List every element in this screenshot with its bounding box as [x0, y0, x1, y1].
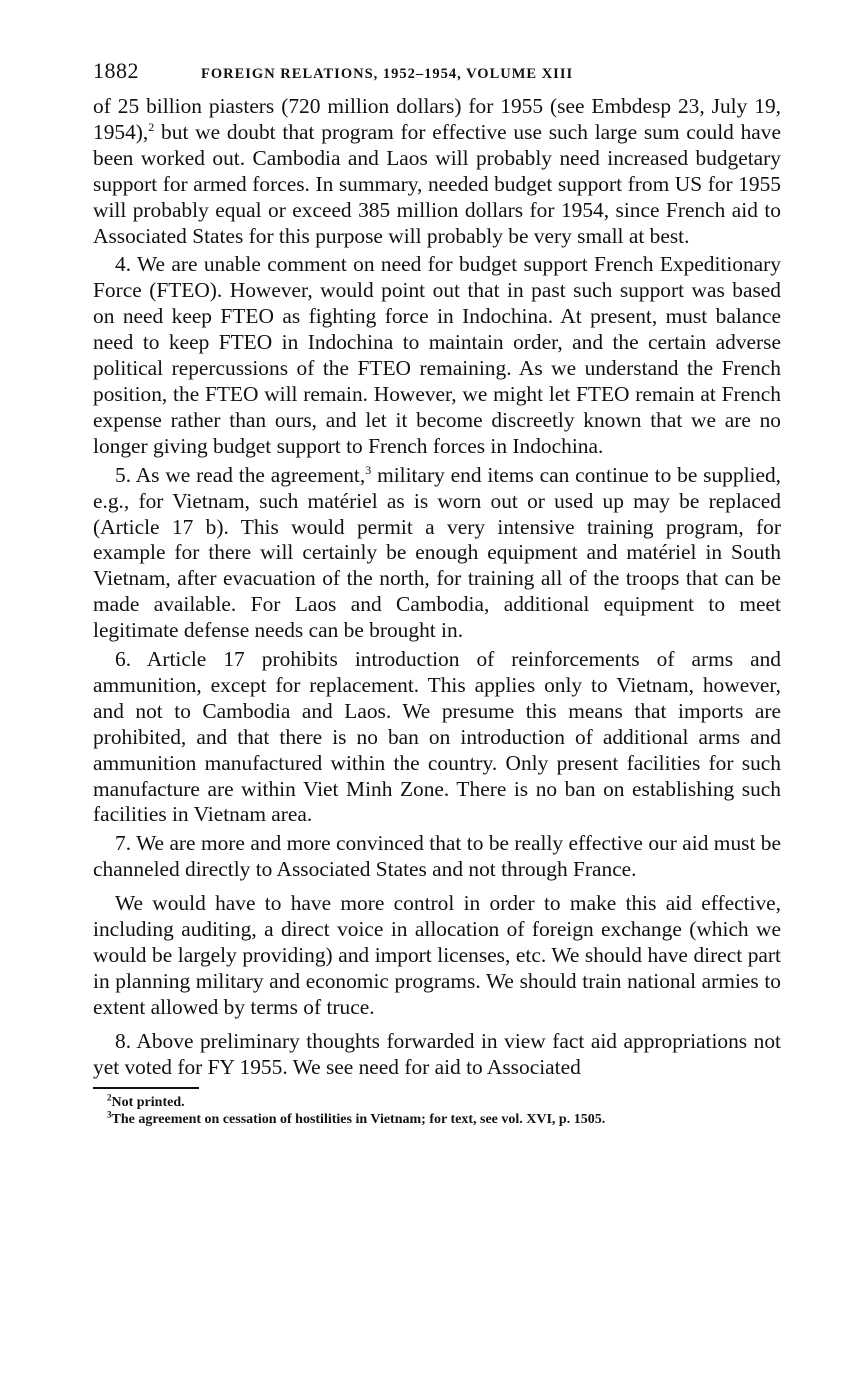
body-text	[93, 94, 781, 1081]
paragraph-5	[93, 463, 781, 644]
footnote-text: Not printed.	[111, 1094, 185, 1110]
paragraph-7: 7. We are more and more convinced that to be really effective our aid must be channeled directly to Associated States and not through France.	[93, 831, 781, 882]
footnote-ref-3: 3	[365, 462, 372, 477]
footnote-marker: 3	[107, 1108, 112, 1119]
footnotes	[93, 1091, 781, 1128]
footnote-divider	[93, 1087, 199, 1089]
paragraph-4: 4. We are unable comment on need for budget support French Expeditionary Force (FTEO). However, would point out that in past such support was based on need keep FTEO as fighting force in Indochina. At present, must balance need to keep FTEO in Indochina to maintain order, and the certain adverse political repercussions of the FTEO remaining. As we understand the French position, the FTEO will remain. However, we might let FTEO remain at French expense rather than ours, and let it become discreetly known that we are no longer giving budget support to French forces in Indochina.	[93, 252, 781, 458]
document-page	[93, 58, 781, 1128]
footnote-marker: 2	[107, 1091, 112, 1102]
running-header	[93, 58, 781, 94]
footnote-3	[93, 1108, 781, 1128]
paragraph-7-continued: We would have to have more control in order to make this aid effective, including auditing, a direct voice in allocation of foreign exchange (which we would be largely providing) and import licenses, etc. We should have direct part in planning military and economic programs. We should train national armies to extent allowed by terms of truce.	[93, 891, 781, 1019]
paragraph-continuation	[93, 94, 781, 249]
paragraph-6: 6. Article 17 prohibits introduction of reinforcements of arms and ammunition, except for replacement. This applies only to Vietnam, however, and not to Cambodia and Laos. We presume this means that imports are prohibited, and that there is no ban on introduction of additional arms and ammunition manufactured within the country. Only present facilities for such manufacture are within Viet Minh Zone. There is no ban on establishing such facilities in Vietnam area.	[93, 647, 781, 827]
running-title: FOREIGN RELATIONS, 1952–1954, VOLUME XIII	[201, 66, 574, 82]
footnote-ref-2: 2	[148, 119, 155, 134]
footnote-text: The agreement on cessation of hostilities in Vietnam; for text, see vol. XVI, p. 1505.	[111, 1111, 606, 1127]
paragraph-text: military end items can continue to be supplied, e.g., for Vietnam, such matériel as is worn out or used up may be replaced (Article 17 b). This would permit a very intensive training program, for example for there will certainly be enough equipment and matériel in South Vietnam, after evacuation of the north, for training all of the troops that can be made available. For Laos and Cambodia, additional equipment to meet legitimate defense needs can be brought in.	[93, 462, 781, 643]
footnote-2	[93, 1091, 781, 1111]
page-number: 1882	[93, 58, 139, 83]
paragraph-text: of 25 billion piasters (720 million dollars) for 1955 (see Embdesp 23, July 19, 1954),	[93, 94, 781, 144]
paragraph-text: but we doubt that program for effective use such large sum could have been worked out. Cambodia and Laos will probably need increased budgetary support for armed forces. In summary, needed budget support from US for 1955 will probably equal or exceed 385 million dollars for 1954, since French aid to Associated States for this purpose will probably be very small at best.	[93, 119, 781, 248]
paragraph-8: 8. Above preliminary thoughts forwarded in view fact aid appropriations not yet voted for FY 1955. We see need for aid to Associated	[93, 1028, 781, 1079]
paragraph-text: 5. As we read the agreement,	[115, 462, 366, 487]
